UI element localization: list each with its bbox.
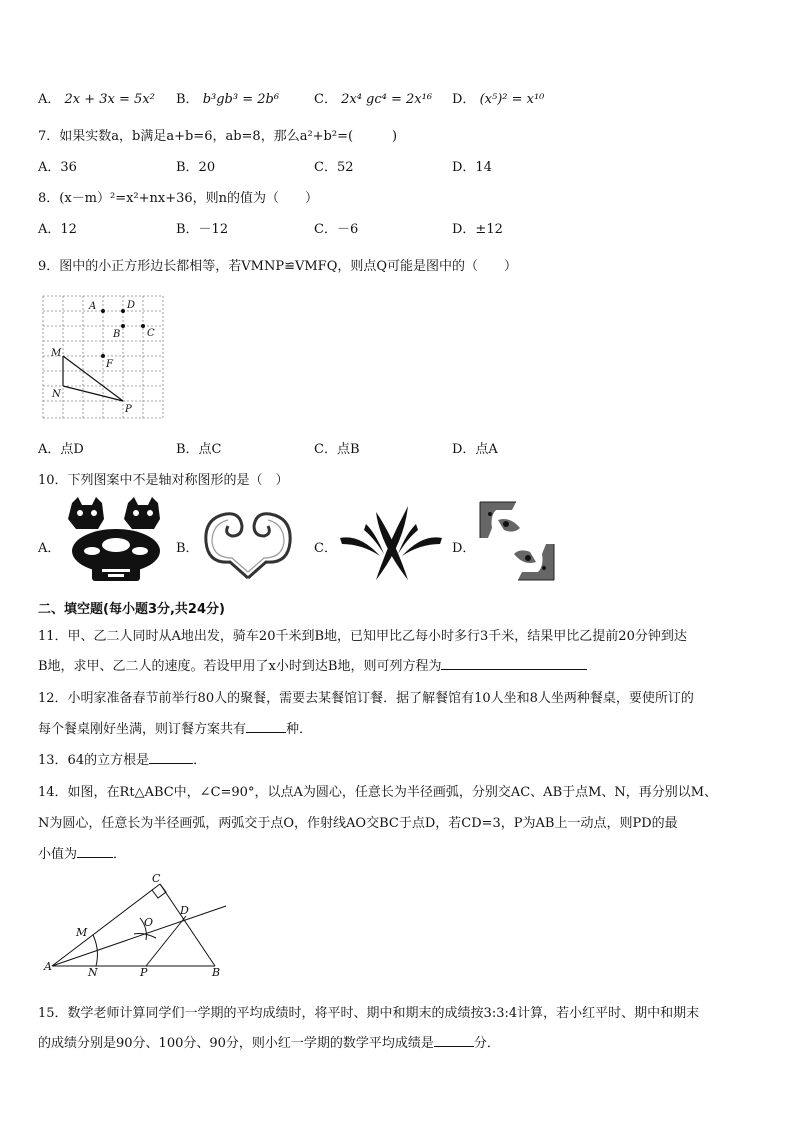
q14-answer-blank[interactable] bbox=[77, 857, 113, 858]
q10-label-b: B． bbox=[176, 541, 199, 556]
q8-option-d: D．±12 bbox=[452, 222, 503, 237]
q9-point-d-dot bbox=[121, 309, 125, 313]
q10-pattern-d-corner bbox=[476, 498, 558, 584]
q8-option-a: A．12 bbox=[38, 222, 77, 237]
q9-option-b: B．点C bbox=[176, 442, 222, 457]
q9-label-f: F bbox=[106, 359, 113, 370]
q6-option-c: C． 2x⁴ gc⁴ = 2x¹⁶ bbox=[314, 92, 433, 107]
q10-label-d: D． bbox=[452, 541, 476, 556]
q12-line-1: 12．小明家准备春节前举行80人的聚餐，需要去某餐馆订餐．据了解餐馆有10人坐和8人坐两种餐桌，要使所订的 bbox=[38, 691, 694, 706]
q10-pattern-c-blades bbox=[336, 504, 446, 582]
q12-line-2: 每个餐桌刚好坐满，则订餐方案共有 种． bbox=[38, 722, 313, 737]
q9-point-b-dot bbox=[121, 324, 125, 328]
q8-stem: 8．(x－m）²=x²+nx+36，则n的值为（ ） bbox=[38, 191, 319, 206]
q14-label-a: A bbox=[44, 960, 52, 973]
q6-option-d: D． (x⁵)² = x¹⁰ bbox=[452, 92, 545, 107]
q14-label-m: M bbox=[76, 926, 88, 939]
q9-point-a-dot bbox=[101, 309, 105, 313]
q14-right-angle-mark bbox=[152, 884, 166, 898]
q8-option-b: B．－12 bbox=[176, 222, 229, 237]
q9-label-n: N bbox=[52, 389, 61, 400]
q14-arc-mn bbox=[93, 935, 97, 966]
q14-label-n: N bbox=[88, 966, 98, 979]
q11-line-1: 11．甲、乙二人同时从A地出发，骑车20千米到B地，已知甲比乙每小时多行3千米，结果甲比乙提前20分钟到达 bbox=[38, 629, 687, 644]
q6-option-b: B． b³gb³ = 2b⁶ bbox=[176, 92, 280, 107]
q9-label-a: A bbox=[89, 301, 97, 312]
q15-line-1: 15．数学老师计算同学们一学期的平均成绩时，将平时、期中和期末的成绩按3:3:4计算，若小红平时、期中和期末 bbox=[38, 1006, 700, 1021]
q7-option-a: A．36 bbox=[38, 160, 77, 175]
q10-label-a: A． bbox=[38, 541, 61, 556]
q10-stem: 10．下列图案中不是轴对称图形的是（ ） bbox=[38, 473, 289, 488]
q15-line-2: 的成绩分别是90分、100分、90分，则小红一学期的数学平均成绩是 分． bbox=[38, 1036, 500, 1051]
q8-option-c: C．－6 bbox=[314, 222, 359, 237]
q7-options bbox=[38, 156, 758, 174]
q11-answer-blank[interactable] bbox=[441, 669, 587, 670]
q7-option-c: C．52 bbox=[314, 160, 354, 175]
q14-arc-o-2 bbox=[134, 934, 156, 939]
q6-option-a: A． 2x + 3x = 5x² bbox=[38, 92, 155, 107]
q9-label-m: M bbox=[51, 348, 62, 359]
q9-triangle-mnp bbox=[63, 356, 123, 401]
q9-point-c-dot bbox=[141, 324, 145, 328]
q7-option-d: D．14 bbox=[452, 160, 492, 175]
q9-stem: 9．图中的小正方形边长都相等，若VMNP≌VMFQ，则点Q可能是图中的（ ） bbox=[38, 259, 518, 274]
q14-line-3: 小值为 ． bbox=[38, 847, 127, 862]
q9-option-a: A．点D bbox=[38, 442, 84, 457]
q14-label-c: C bbox=[152, 872, 161, 885]
q9-options bbox=[38, 438, 758, 456]
q10-pattern-b-cloud bbox=[200, 498, 296, 582]
q14-side-bc bbox=[160, 884, 215, 966]
q6-options bbox=[38, 88, 758, 106]
q14-label-d: D bbox=[180, 904, 189, 917]
q14-triangle-figure bbox=[40, 870, 230, 980]
q9-option-c: C．点B bbox=[314, 442, 360, 457]
q10-pattern-a-cats bbox=[62, 495, 170, 583]
q14-line-1: 14．如图，在Rt△ABC中，∠C=90°，以点A为圆心，任意长为半径画弧，分别交AC、AB于点M、N，再分别以M、 bbox=[38, 785, 718, 800]
q9-label-c: C bbox=[147, 328, 155, 339]
q9-label-d: D bbox=[127, 300, 136, 311]
q9-label-p: P bbox=[125, 404, 132, 415]
q13-answer-blank[interactable] bbox=[149, 763, 193, 764]
q10-label-c: C． bbox=[314, 541, 337, 556]
q9-grid-figure bbox=[42, 294, 166, 420]
q9-option-d: D．点A bbox=[452, 442, 498, 457]
q7-option-b: B．20 bbox=[176, 160, 216, 175]
q14-line-2: N为圆心，任意长为半径画弧，两弧交于点O，作射线AO交BC于点D，若CD=3，P为AB上一动点，则PD的最 bbox=[38, 816, 678, 831]
q15-answer-blank[interactable] bbox=[434, 1046, 474, 1047]
q12-answer-blank[interactable] bbox=[246, 732, 286, 733]
q14-label-b: B bbox=[212, 966, 221, 979]
section-2-title: 二、填空题(每小题3分,共24分) bbox=[38, 602, 225, 617]
q14-label-o: O bbox=[144, 916, 154, 929]
q7-stem: 7．如果实数a，b满足a+b=6，ab=8，那么a²+b²=( ) bbox=[38, 129, 398, 144]
q11-line-2: B地，求甲、乙二人的速度。若设甲用了x小时到达B地，则可列方程为 bbox=[38, 655, 587, 674]
q14-label-p: P bbox=[140, 966, 148, 979]
q13-line: 13．64的立方根是 ． bbox=[38, 753, 207, 768]
q9-point-f-dot bbox=[101, 354, 105, 358]
q8-options bbox=[38, 218, 758, 236]
q9-label-b: B bbox=[113, 329, 121, 340]
